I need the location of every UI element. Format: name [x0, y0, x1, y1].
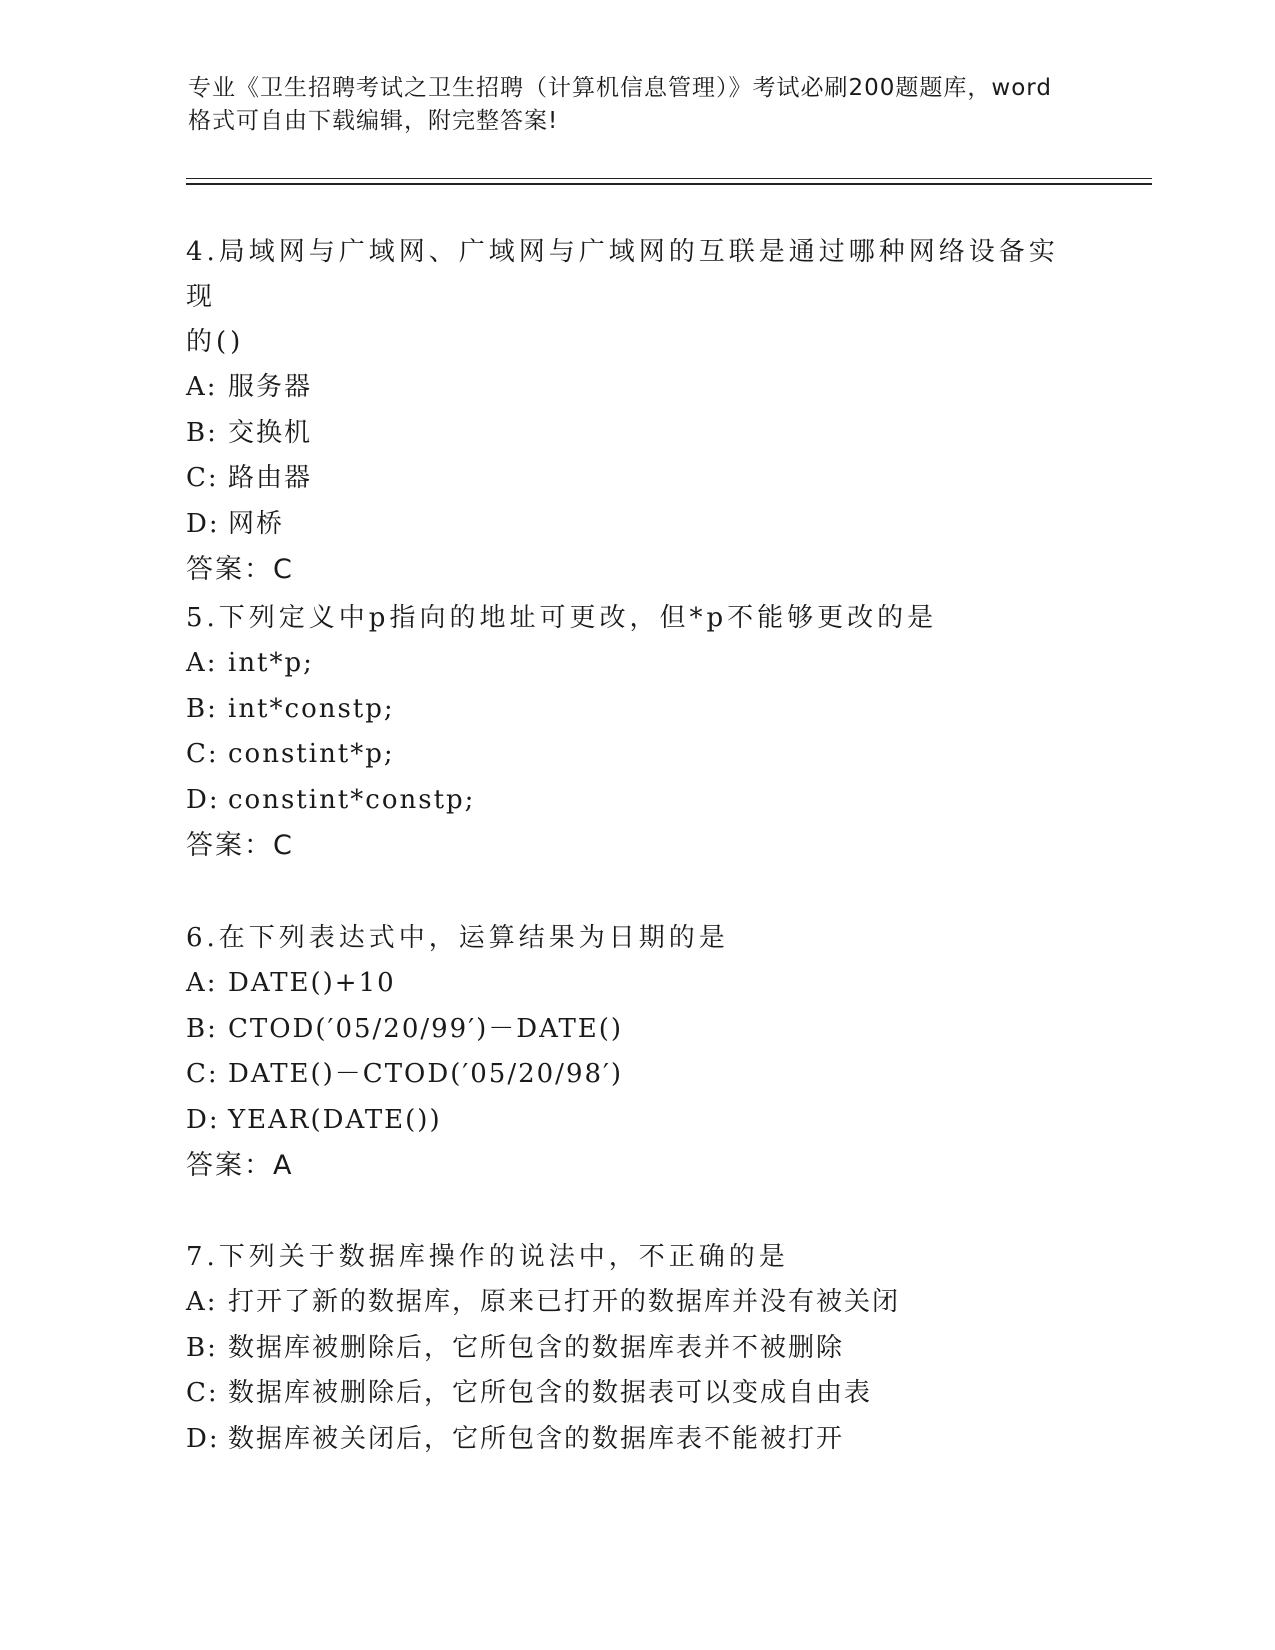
option-a	[186, 961, 1086, 1007]
option-key: D:	[186, 1104, 220, 1135]
option-text: constint*constp;	[228, 784, 476, 815]
option-key: C:	[186, 1378, 219, 1408]
option-d	[186, 1098, 1086, 1144]
option-key: A:	[186, 1287, 218, 1317]
option-text: 数据库被关闭后，它所包含的数据库表不能被打开	[228, 1423, 845, 1454]
option-key: D:	[186, 508, 220, 539]
answer-line: 答案：C	[186, 830, 294, 861]
answer-line: 答案：A	[186, 1150, 294, 1181]
question-text: 7.下列关于数据库操作的说法中，不正确的是	[186, 1242, 789, 1272]
option-c	[186, 456, 1086, 502]
option-c	[186, 1052, 1086, 1098]
option-a	[186, 1280, 1086, 1326]
option-b	[186, 687, 1086, 733]
option-key: B:	[186, 1013, 218, 1044]
option-key: B:	[186, 1332, 218, 1363]
option-b	[186, 1326, 1086, 1372]
option-text: int*constp;	[228, 693, 395, 724]
question-5	[186, 596, 1086, 869]
option-text: DATE()－CTOD(′05/20/98′)	[228, 1059, 624, 1089]
option-key: B:	[186, 417, 218, 448]
question-text: 4.局域网与广域网、广域网与广域网的互联是通过哪种网络设备实现	[186, 237, 1059, 312]
option-text: CTOD(′05/20/99′)－DATE()	[228, 1013, 624, 1044]
option-text: 数据库被删除后，它所包含的数据表可以变成自由表	[228, 1378, 873, 1408]
question-text: 6.在下列表达式中，运算结果为日期的是	[186, 923, 729, 953]
question-4	[186, 230, 1086, 593]
option-b	[186, 1007, 1086, 1053]
option-text: constint*p;	[228, 739, 395, 769]
option-key: D:	[186, 784, 220, 815]
option-text: 交换机	[228, 417, 313, 448]
option-key: D:	[186, 1423, 220, 1454]
option-text: 网桥	[228, 508, 285, 539]
option-c	[186, 1371, 1086, 1417]
question-text-continued: 的()	[186, 327, 245, 357]
option-b	[186, 411, 1086, 457]
option-text: DATE()+10	[228, 968, 396, 998]
option-d	[186, 502, 1086, 548]
option-d	[186, 1417, 1086, 1463]
option-key: A:	[186, 648, 218, 678]
option-text: 打开了新的数据库，原来已打开的数据库并没有被关闭	[228, 1287, 901, 1317]
header-divider-thick	[186, 183, 1152, 185]
option-text: 数据库被删除后，它所包含的数据库表并不被删除	[228, 1332, 845, 1363]
header-title-line2: 格式可自由下载编辑，附完整答案!	[188, 108, 559, 134]
option-text: YEAR(DATE())	[228, 1104, 442, 1135]
option-a	[186, 365, 1086, 411]
option-a	[186, 641, 1086, 687]
option-key: C:	[186, 739, 219, 769]
option-key: A:	[186, 372, 218, 402]
option-key: A:	[186, 968, 218, 998]
question-7	[186, 1235, 1086, 1462]
question-6	[186, 916, 1086, 1189]
option-text: int*p;	[228, 648, 314, 678]
option-text: 路由器	[228, 463, 313, 493]
header-divider-thin	[186, 178, 1152, 179]
option-key: C:	[186, 463, 219, 493]
option-key: B:	[186, 693, 218, 724]
document-header	[188, 72, 1088, 138]
option-d	[186, 778, 1086, 824]
option-c	[186, 732, 1086, 778]
answer-line: 答案：C	[186, 554, 294, 585]
question-text: 5.下列定义中p指向的地址可更改，但*p不能够更改的是	[186, 603, 938, 633]
option-text: 服务器	[228, 372, 313, 402]
option-key: C:	[186, 1059, 219, 1089]
header-title-line1: 专业《卫生招聘考试之卫生招聘（计算机信息管理）》考试必刷200题题库，word	[188, 75, 1052, 101]
